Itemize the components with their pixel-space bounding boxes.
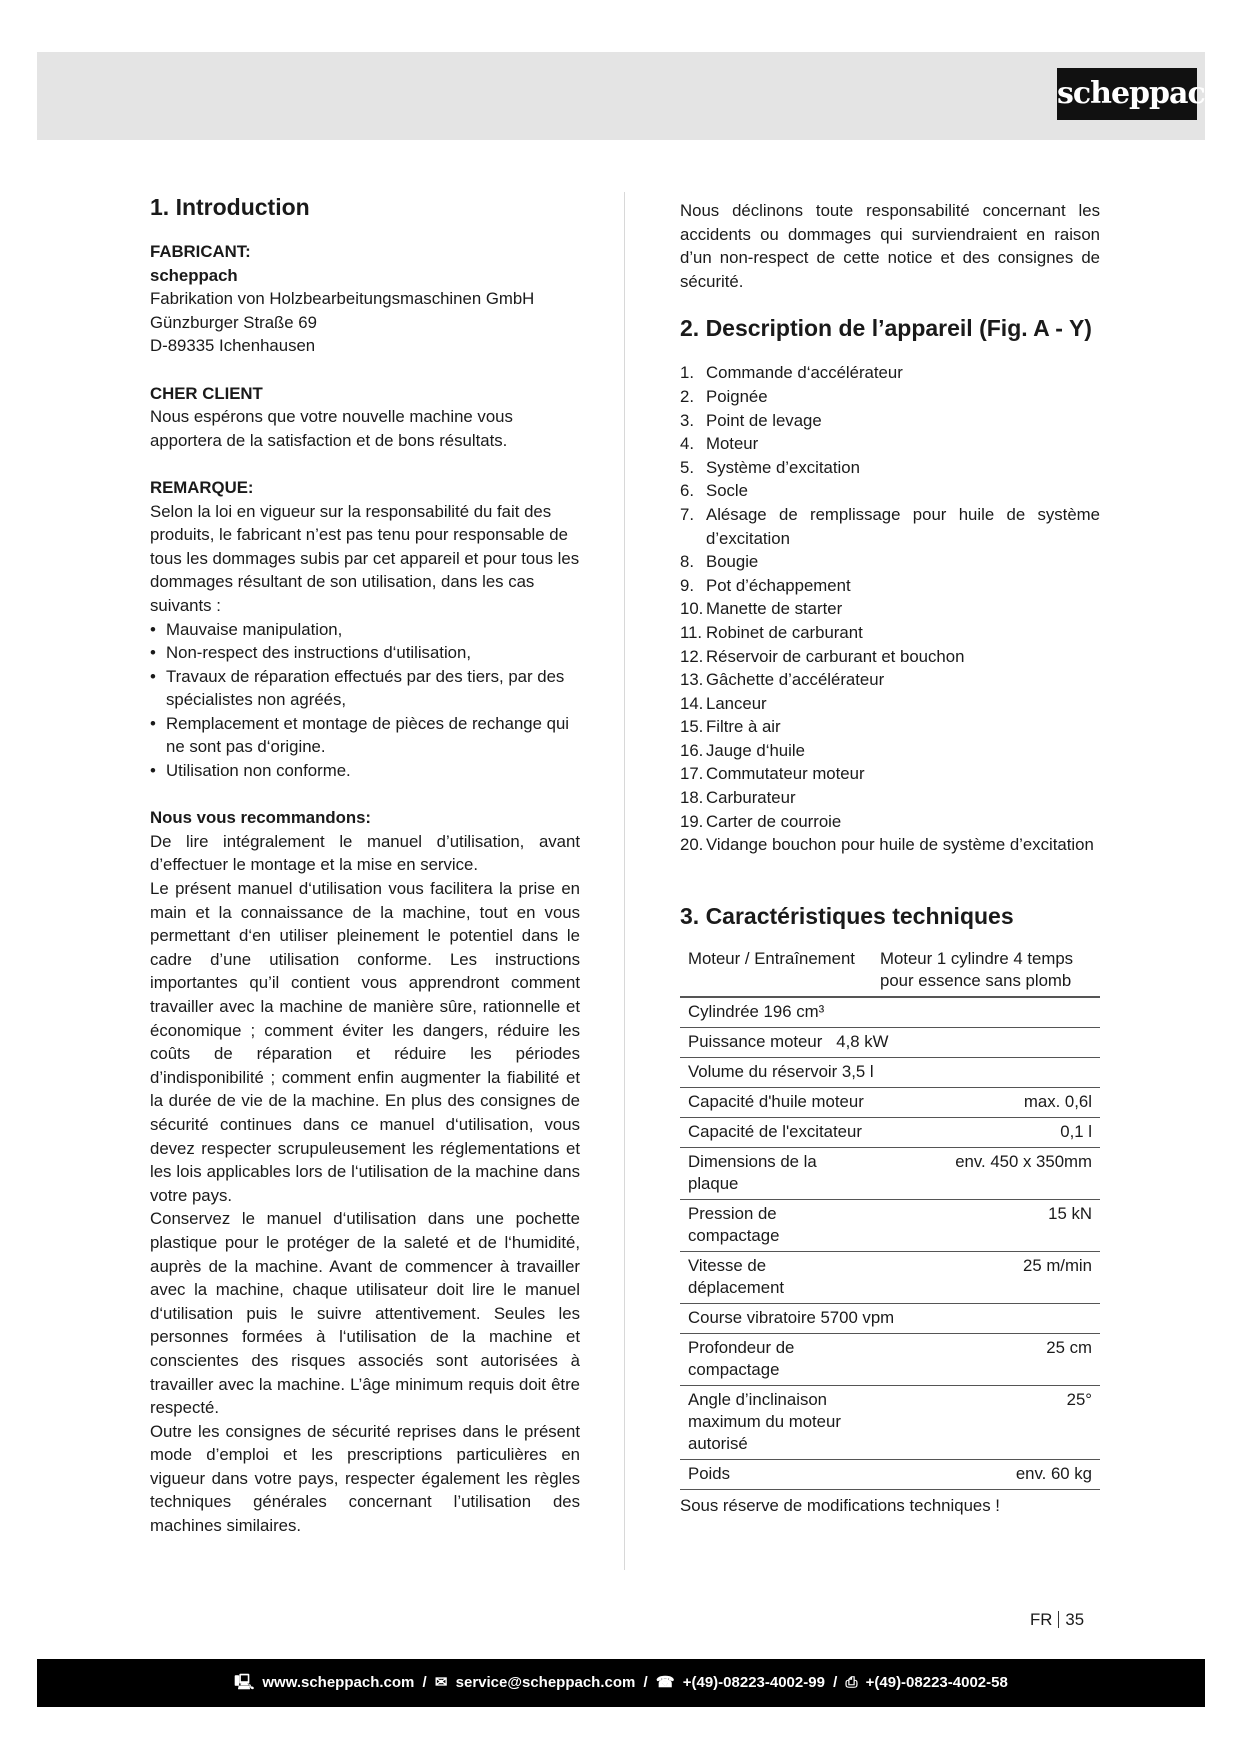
list-item-number: 10. bbox=[680, 599, 704, 619]
table-cell: max. 0,6l bbox=[872, 1087, 1100, 1117]
list-item-label: Bougie bbox=[706, 552, 759, 572]
fax-icon: ⎙ bbox=[845, 1674, 858, 1691]
left-column bbox=[150, 192, 580, 1538]
list-item-number: 12. bbox=[680, 646, 704, 666]
recommend-paragraph: Outre les consignes de sécurité reprises dans le présent mode d’emploi et les prescriptions particulières en vigueur dans votre pays, respecter également les règles techniques générales concernant l’utilisation des machines similaires. bbox=[150, 1421, 580, 1536]
email-link[interactable]: service@scheppach.com bbox=[455, 1674, 636, 1691]
customer-label: CHER CLIENT bbox=[150, 383, 263, 403]
list-item bbox=[680, 597, 1100, 621]
recommend-label: Nous vous recommandons: bbox=[150, 808, 371, 828]
page-lang: FR bbox=[1030, 1610, 1053, 1629]
list-item bbox=[680, 550, 1100, 574]
list-item bbox=[680, 692, 1100, 716]
specs-heading: 3. Caractéristiques techniques bbox=[680, 902, 1014, 929]
list-item-label: Réservoir de carburant et bouchon bbox=[706, 646, 965, 666]
list-item-number: 13. bbox=[680, 670, 704, 690]
list-item bbox=[680, 479, 1100, 503]
footer-bar bbox=[37, 1659, 1205, 1707]
intro-heading: 1. Introduction bbox=[150, 194, 310, 220]
list-item bbox=[680, 739, 1100, 763]
phone-icon: ☎ bbox=[655, 1674, 675, 1691]
list-item: • Utilisation non conforme. bbox=[150, 759, 580, 783]
page-number bbox=[1030, 1610, 1084, 1630]
list-item-number: 6. bbox=[680, 481, 694, 501]
remark-text: Selon la loi en vigueur sur la responsabilité du fait des produits, le fabricant n’est pas tenu pour responsable de tous les dommages subis par cet appareil et pour tous les dommages résultant de son utilisation, dans les cas suivants : bbox=[150, 501, 580, 615]
list-item-number: 18. bbox=[680, 788, 704, 808]
list-item-label: Vidange bouchon pour huile de système d’excitation bbox=[706, 835, 1094, 855]
list-item bbox=[680, 810, 1100, 834]
table-cell: Moteur 1 cylindre 4 temps pour essence sans plomb bbox=[872, 945, 1100, 997]
table-cell: 15 kN bbox=[872, 1199, 1100, 1251]
table-row bbox=[680, 1303, 1100, 1333]
footer-separator: / bbox=[833, 1674, 838, 1691]
table-row bbox=[680, 1147, 1100, 1199]
table-cell: Puissance moteur 4,8 kW bbox=[680, 1027, 1100, 1057]
table-row bbox=[680, 997, 1100, 1028]
list-item bbox=[680, 645, 1100, 669]
footer-separator: / bbox=[643, 1674, 648, 1691]
table-row bbox=[680, 1333, 1100, 1385]
list-item-label: Pot d’échappement bbox=[706, 575, 851, 595]
footer-separator: / bbox=[422, 1674, 427, 1691]
table-row bbox=[680, 1251, 1100, 1303]
table-cell: 25° bbox=[872, 1385, 1100, 1459]
list-item bbox=[680, 574, 1100, 598]
table-cell: Moteur / Entraînement bbox=[680, 945, 872, 997]
right-column bbox=[680, 199, 1100, 1517]
disclaimer-text: Nous déclinons toute responsabilité concernant les accidents ou dommages qui surviendraient en raison d’un non-respect de cette notice et des consignes de sécurité. bbox=[680, 201, 1100, 291]
table-cell: 0,1 l bbox=[872, 1117, 1100, 1147]
list-item-label: Poignée bbox=[706, 386, 768, 406]
table-row bbox=[680, 1385, 1100, 1459]
fax-number: +(49)-08223-4002-58 bbox=[865, 1674, 1008, 1691]
list-item bbox=[680, 432, 1100, 456]
parts-list bbox=[680, 361, 1100, 856]
table-cell: Pression de compactage bbox=[680, 1199, 872, 1251]
table-cell: 25 cm bbox=[872, 1333, 1100, 1385]
recommend-paragraph: Le présent manuel d‘utilisation vous facilitera la prise en main et la connaissance de la machine, tout en vous permettant d‘en utiliser pleinement le potentiel dans le cadre d’une utilisation conforme. Les instructions importantes qu’il contient vous apprendront comment travailler avec la machine de manière sûre, rationnelle et économique ; comment éviter les dangers, réduire les coûts de réparation et réduire les périodes d’indisponibilité ; comment enfin augmenter la fiabilité et la durée de vie de la machine. En plus des consignes de sécurité continues dans ce manuel d‘utilisation, vous devez respecter scrupuleusement les réglementations et les lois applicables lors de l‘utilisation de la machine dans votre pays. bbox=[150, 879, 580, 1205]
list-item-number: 15. bbox=[680, 717, 704, 737]
table-row bbox=[680, 1199, 1100, 1251]
list-item-number: 9. bbox=[680, 575, 694, 595]
table-cell: env. 450 x 350mm bbox=[872, 1147, 1100, 1199]
list-item-number: 17. bbox=[680, 764, 704, 784]
list-item: • Remplacement et montage de pièces de rechange qui ne sont pas d‘origine. bbox=[150, 712, 580, 759]
phone-number[interactable]: +(49)-08223-4002-99 bbox=[682, 1674, 825, 1691]
table-row bbox=[680, 1027, 1100, 1057]
table-cell: Course vibratoire 5700 vpm bbox=[680, 1303, 1100, 1333]
table-cell: Volume du réservoir 3,5 l bbox=[680, 1057, 1100, 1087]
table-cell: Dimensions de la plaque bbox=[680, 1147, 872, 1199]
column-divider bbox=[624, 192, 625, 1570]
table-row bbox=[680, 945, 1100, 997]
table-cell: Cylindrée 196 cm³ bbox=[680, 997, 1100, 1028]
list-item-label: Robinet de carburant bbox=[706, 622, 863, 642]
list-item-number: 16. bbox=[680, 740, 704, 760]
table-cell: Capacité de l'excitateur bbox=[680, 1117, 872, 1147]
table-row bbox=[680, 1057, 1100, 1087]
list-item-label: Commande d‘accélérateur bbox=[706, 363, 903, 383]
list-item-label: Alésage de remplissage pour huile de système d’excitation bbox=[706, 504, 1100, 548]
table-cell: Vitesse de déplacement bbox=[680, 1251, 872, 1303]
list-item-label: Système d’excitation bbox=[706, 457, 860, 477]
address-line: D-89335 Ichenhausen bbox=[150, 336, 316, 356]
website-link[interactable]: www.scheppach.com bbox=[262, 1674, 415, 1691]
list-item-number: 2. bbox=[680, 386, 694, 406]
table-row bbox=[680, 1117, 1100, 1147]
list-item: • Non-respect des instructions d‘utilisation, bbox=[150, 641, 580, 665]
list-item-label: Socle bbox=[706, 481, 748, 501]
list-item-label: Filtre à air bbox=[706, 717, 781, 737]
list-item-number: 3. bbox=[680, 410, 694, 430]
recommend-paragraph: De lire intégralement le manuel d’utilisation, avant d’effectuer le montage et la mise en service. bbox=[150, 831, 580, 875]
page-number-value: 35 bbox=[1065, 1610, 1085, 1629]
specs-note: Sous réserve de modifications techniques ! bbox=[680, 1495, 1000, 1515]
list-item-label: Lanceur bbox=[706, 693, 767, 713]
list-item bbox=[680, 503, 1100, 550]
table-cell: env. 60 kg bbox=[872, 1459, 1100, 1489]
mail-icon: ✉ bbox=[434, 1674, 448, 1691]
list-item: • Mauvaise manipulation, bbox=[150, 618, 580, 642]
address-line: Fabrikation von Holzbearbeitungsmaschinen GmbH bbox=[150, 289, 535, 309]
specs-table bbox=[680, 945, 1100, 1490]
list-item bbox=[680, 786, 1100, 810]
list-item bbox=[680, 833, 1100, 857]
list-item bbox=[680, 715, 1100, 739]
list-item-label: Point de levage bbox=[706, 410, 822, 430]
list-item-number: 20. bbox=[680, 835, 704, 855]
list-item-label: Moteur bbox=[706, 434, 759, 454]
list-item-label: Gâchette d’accélérateur bbox=[706, 670, 885, 690]
table-cell: Poids bbox=[680, 1459, 872, 1489]
list-item-number: 14. bbox=[680, 693, 704, 713]
address-line: Günzburger Straße 69 bbox=[150, 312, 317, 332]
list-item-label: Commutateur moteur bbox=[706, 764, 865, 784]
list-item-number: 7. bbox=[680, 504, 694, 524]
list-item bbox=[680, 621, 1100, 645]
list-item-number: 4. bbox=[680, 434, 694, 454]
list-item-number: 1. bbox=[680, 363, 694, 383]
table-cell: Angle d’inclinaison maximum du moteur autorisé bbox=[680, 1385, 872, 1459]
list-item-label: Manette de starter bbox=[706, 599, 843, 619]
list-item bbox=[680, 409, 1100, 433]
list-item bbox=[680, 456, 1100, 480]
computer-icon: 🖳 bbox=[234, 1674, 255, 1691]
customer-text: Nous espérons que votre nouvelle machine vous apportera de la satisfaction et de bons résultats. bbox=[150, 407, 513, 450]
table-cell: 25 m/min bbox=[872, 1251, 1100, 1303]
brand-logo: scheppach bbox=[1057, 68, 1197, 120]
description-heading: 2. Description de l’appareil (Fig. A - Y) bbox=[680, 315, 1092, 342]
recommend-paragraph: Conservez le manuel d‘utilisation dans une pochette plastique pour le protéger de la saleté et de l‘humidité, auprès de la machine. Avant de commencer à travailler avec la machine, chaque utilisateur doit lire le manuel d‘utilisation puis le suivre attentivement. Seules les personnes formées à l‘utilisation de la machine et conscientes des risques associés sont autorisées à travailler avec la machine. L’âge minimum requis doit être respecté. bbox=[150, 1209, 580, 1418]
table-cell: Profondeur de compactage bbox=[680, 1333, 872, 1385]
manufacturer-label: FABRICANT: bbox=[150, 242, 251, 261]
table-cell: Capacité d'huile moteur bbox=[680, 1087, 872, 1117]
list-item-label: Carter de courroie bbox=[706, 811, 842, 831]
table-row bbox=[680, 1087, 1100, 1117]
list-item bbox=[680, 668, 1100, 692]
list-item-number: 5. bbox=[680, 457, 694, 477]
list-item bbox=[680, 762, 1100, 786]
list-item-label: Jauge d‘huile bbox=[706, 740, 805, 760]
list-item-number: 8. bbox=[680, 552, 694, 572]
list-item-label: Carburateur bbox=[706, 788, 796, 808]
header-band bbox=[37, 52, 1205, 140]
manufacturer-name: scheppach bbox=[150, 265, 238, 285]
remark-bullets bbox=[150, 618, 580, 783]
list-item bbox=[680, 361, 1100, 385]
remark-label: REMARQUE: bbox=[150, 477, 254, 497]
list-item-number: 11. bbox=[680, 622, 703, 642]
divider bbox=[1058, 1611, 1059, 1628]
list-item: • Travaux de réparation effectués par des tiers, par des spécialistes non agréés, bbox=[150, 665, 580, 712]
list-item-number: 19. bbox=[680, 811, 704, 831]
table-row bbox=[680, 1459, 1100, 1489]
list-item bbox=[680, 385, 1100, 409]
